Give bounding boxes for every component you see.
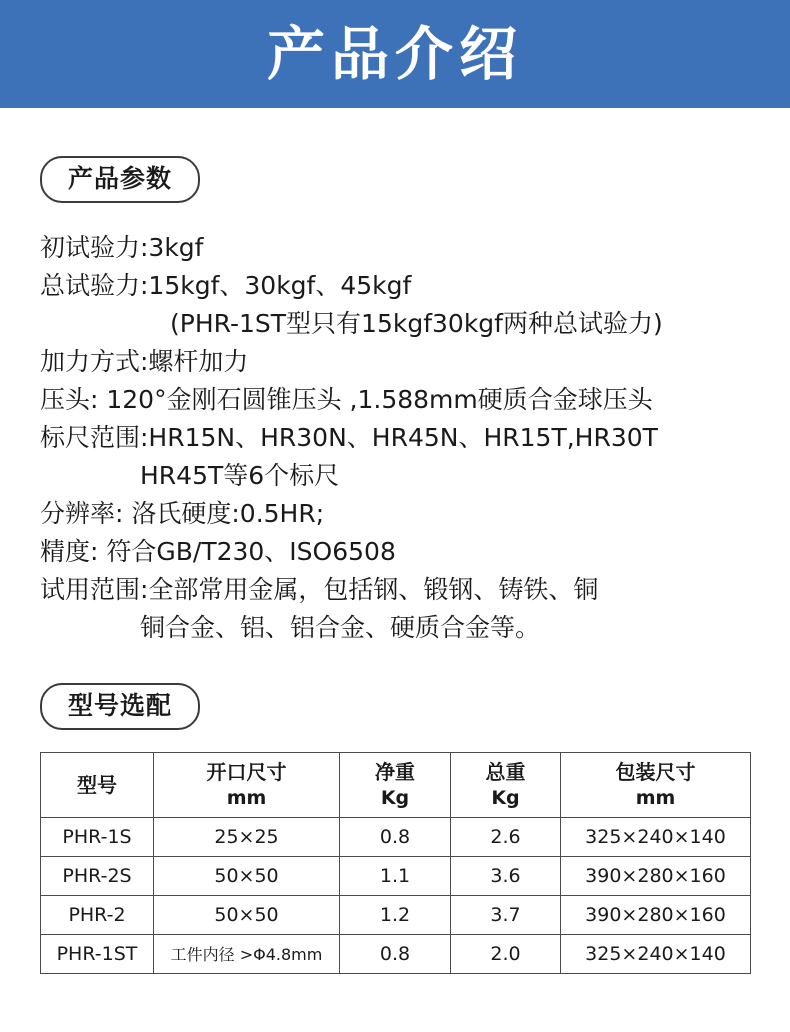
table-header-unit: mm [635,787,676,809]
spec-line: 精度: 符合GB/T230、ISO6508 [40,537,396,566]
cell-model: PHR-2S [41,857,154,896]
product-parameters-heading: 产品参数 [40,156,200,203]
cell-model: PHR-2 [41,896,154,935]
table-row [41,935,751,974]
spec-line-continuation: 铜合金、铝、铝合金、硬质合金等。 [140,613,541,642]
cell-package-size: 390×280×160 [561,896,751,935]
spec-line: 试用范围:全部常用金属，包括钢、锻钢、铸铁、铜 [40,575,599,604]
cell-package-size: 325×240×140 [561,935,751,974]
table-header-unit: Kg [491,787,520,809]
table-header-label: 净重 [375,760,415,784]
table-header-cell [561,753,751,818]
table-header-label: 包装尺寸 [615,760,696,784]
cell-opening-size-text: 工件内径 >Φ4.8mm [170,944,323,964]
cell-net-weight: 0.8 [340,935,451,974]
spec-line: 标尺范围:HR15N、HR30N、HR45N、HR15T,HR30T [40,423,658,452]
model-selection-heading: 型号选配 [40,683,200,730]
cell-opening-size: 50×50 [154,896,340,935]
spec-line: 分辨率: 洛氏硬度:0.5HR; [40,499,325,528]
product-parameters-list [40,229,752,647]
table-row [41,896,751,935]
cell-net-weight: 1.1 [340,857,451,896]
product-parameters-heading-wrap [40,156,790,203]
model-table-wrap [40,752,750,974]
cell-gross-weight: 3.7 [451,896,561,935]
model-selection-table [40,752,751,974]
cell-package-size: 325×240×140 [561,818,751,857]
table-header-cell [451,753,561,818]
spec-line: 总试验力:15kgf、30kgf、45kgf [40,271,412,300]
cell-gross-weight: 2.0 [451,935,561,974]
cell-model: PHR-1S [41,818,154,857]
spec-line-continuation: HR45T等6个标尺 [140,461,340,490]
page-title: 产品介绍 [266,20,523,88]
table-row [41,818,751,857]
page-banner [0,0,790,108]
spec-line: 初试验力:3kgf [40,233,204,262]
table-header-row [41,753,751,818]
cell-gross-weight: 2.6 [451,818,561,857]
spec-line-continuation: (PHR-1ST型只有15kgf30kgf两种总试验力) [170,309,663,338]
cell-gross-weight: 3.6 [451,857,561,896]
cell-opening-size: 25×25 [154,818,340,857]
cell-package-size: 390×280×160 [561,857,751,896]
cell-net-weight: 1.2 [340,896,451,935]
cell-opening-size: 50×50 [154,857,340,896]
model-selection-heading-wrap [40,683,790,730]
table-header-unit: mm [226,787,267,809]
table-row [41,857,751,896]
cell-net-weight: 0.8 [340,818,451,857]
table-header-cell [340,753,451,818]
table-header-label: 开口尺寸 [206,760,287,784]
table-header-unit: Kg [380,787,410,809]
table-header-cell [154,753,340,818]
table-header-cell [41,753,154,818]
table-header-label: 总重 [485,760,526,784]
cell-model: PHR-1ST [41,935,154,974]
spec-line: 压头: 120°金刚石圆锥压头 ,1.588mm硬质合金球压头 [40,385,653,414]
cell-opening-size [154,935,340,974]
table-header-label: 型号 [77,773,117,797]
spec-line: 加力方式:螺杆加力 [40,347,249,376]
